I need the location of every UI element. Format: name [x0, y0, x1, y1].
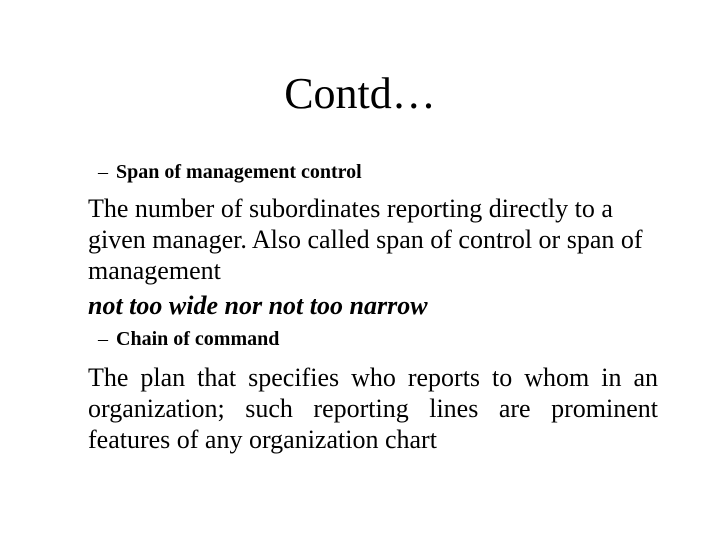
bullet-dash: – [98, 328, 108, 350]
subheading-span-of-management [98, 160, 362, 184]
subheading-text: Chain of command [116, 328, 280, 350]
bullet-dash: – [98, 161, 108, 183]
definition-span-of-management: The number of subordinates reporting directly to a given manager. Also called span of control or span of management [88, 194, 643, 285]
slide-title: Contd… [284, 69, 436, 118]
definition-chain-of-command: The plan that specifies who reports to whom in an organization; such reporting lines are prominent features of any organization chart [88, 363, 658, 454]
emphasis-note: not too wide nor not too narrow [88, 291, 428, 320]
subheading-text: Span of management control [116, 161, 362, 183]
subheading-chain-of-command [98, 327, 279, 351]
